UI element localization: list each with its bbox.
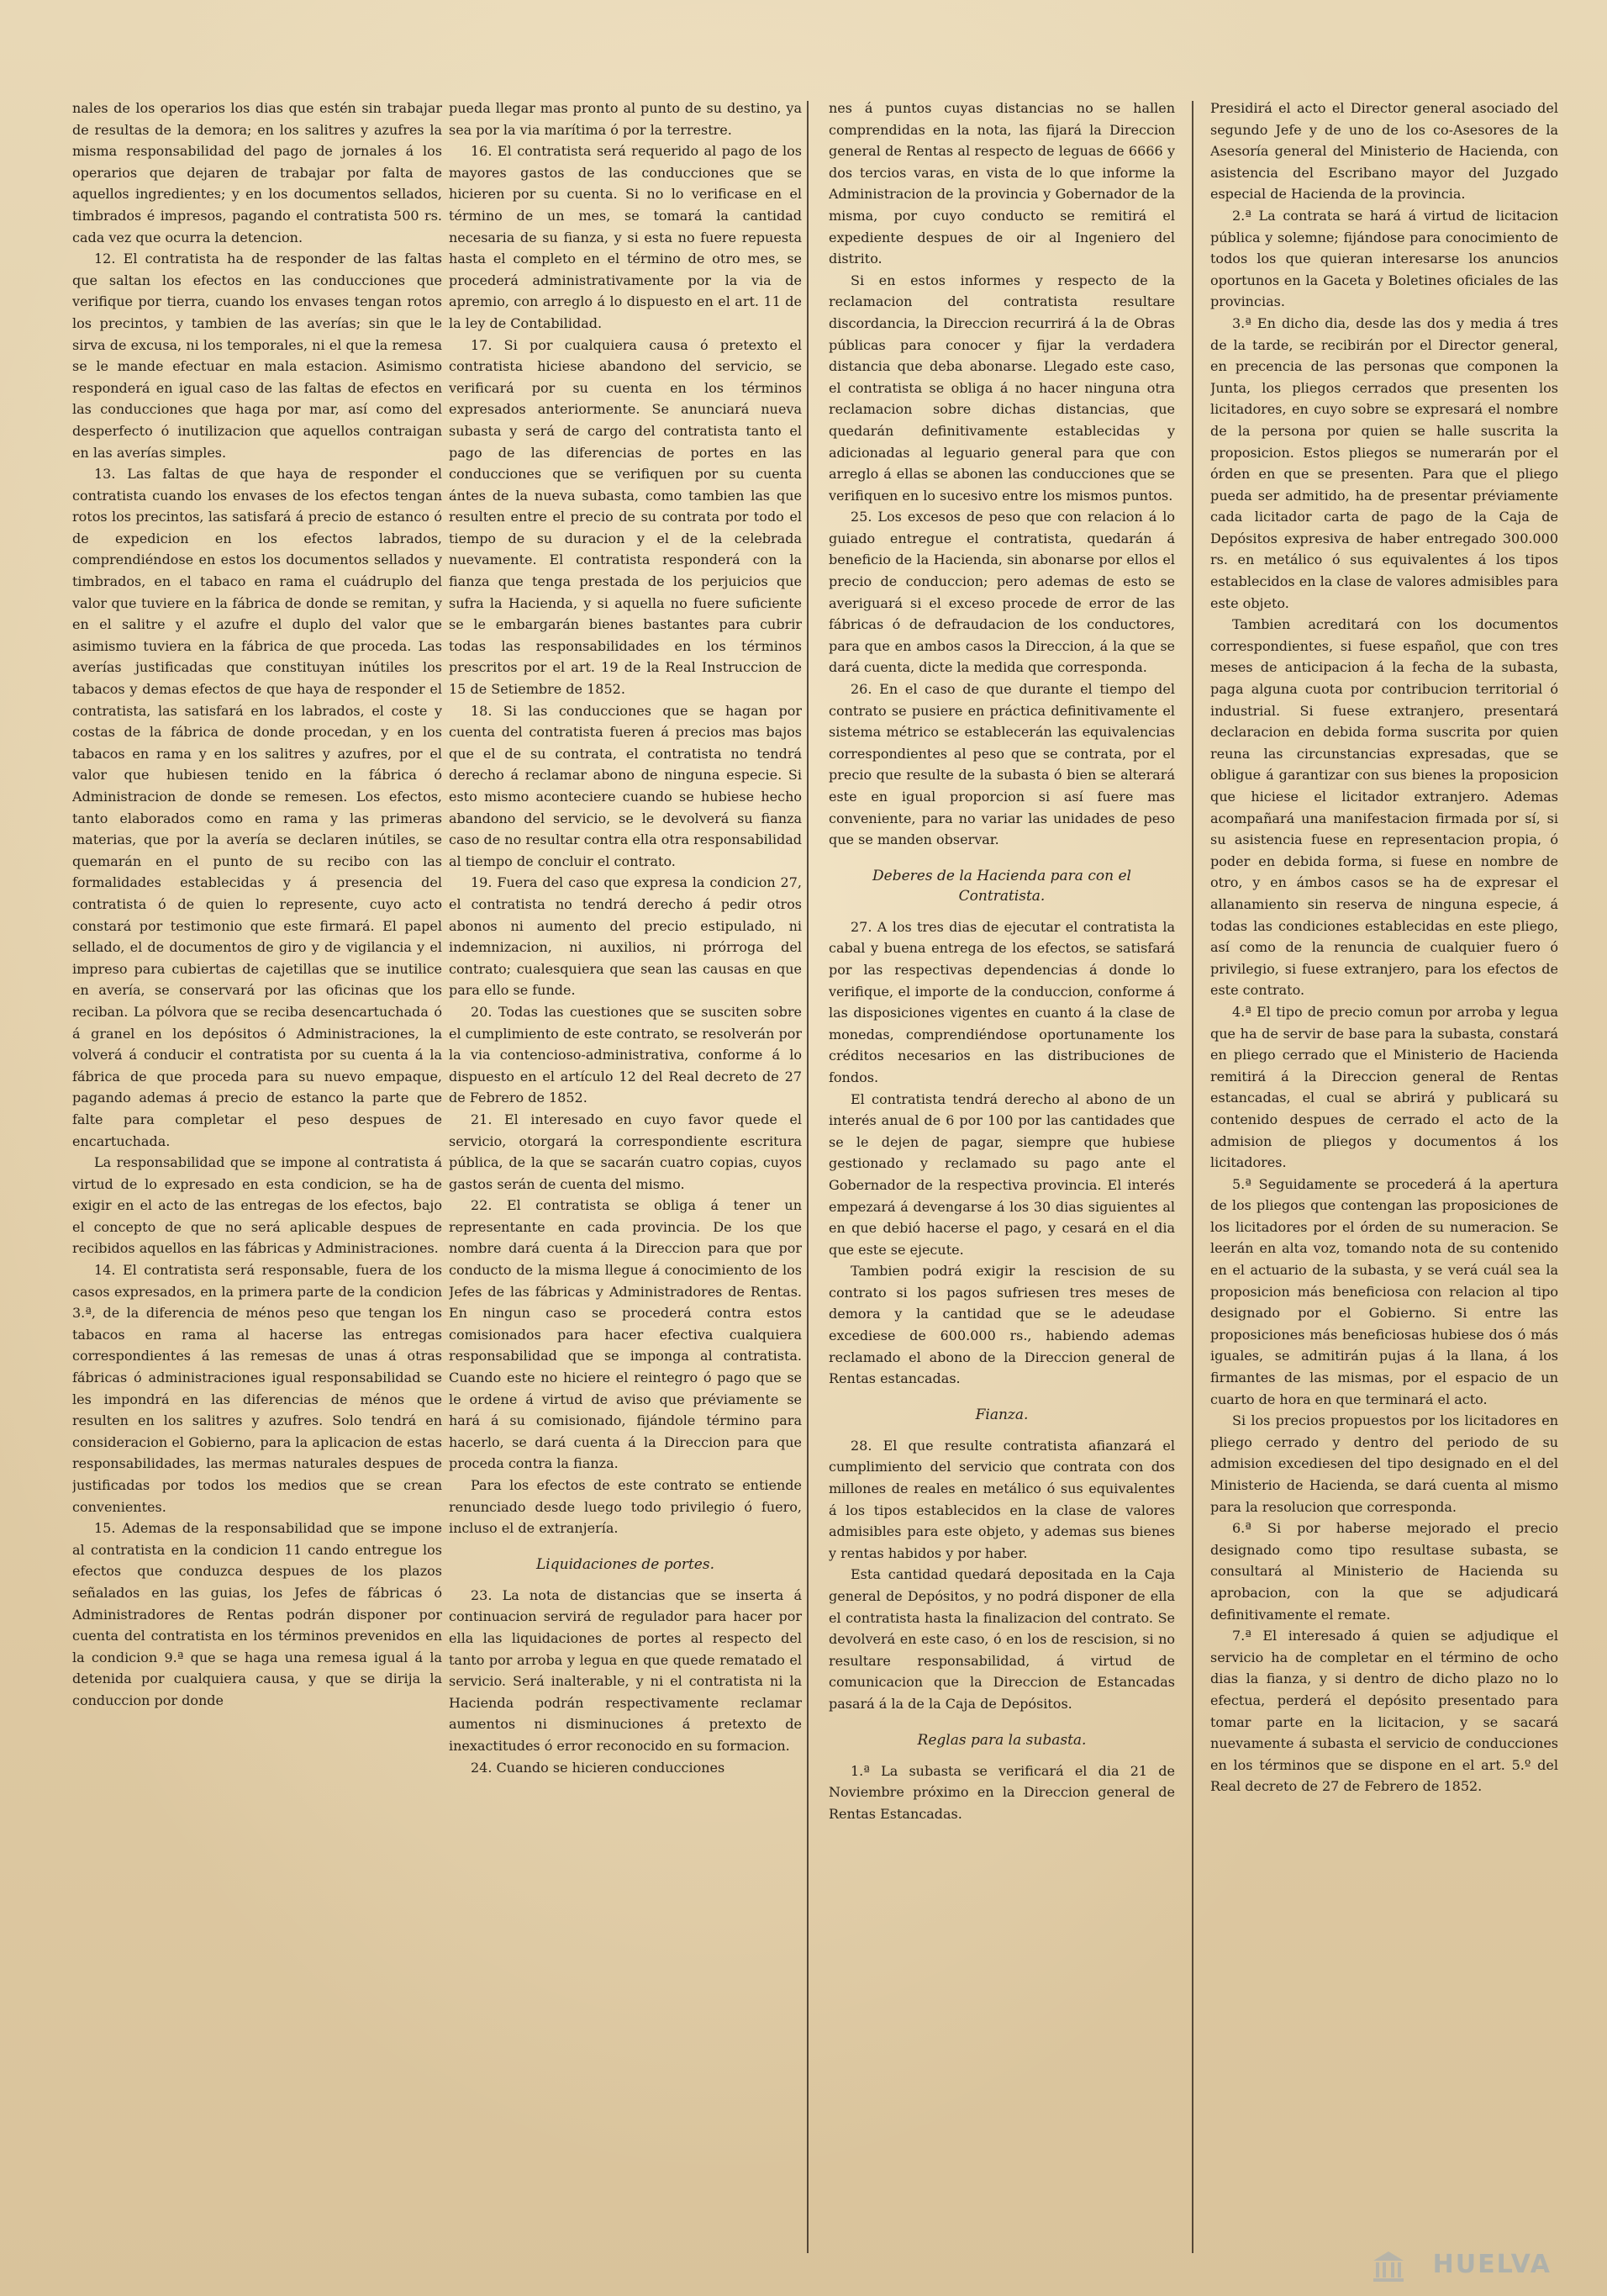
paragraph: 7.ª El interesado á quien se adjudique el servicio ha de completar en el término de ocho dias la fianza, y si dentro de dicho plazo no lo efectua, perderá el depósito presentado para tomar parte en la licitacion, y se sacará nuevamente á subasta el servicio de conducciones en los términos que se dispone en el art. 5.º del Real decreto de 27 de Febrero de 1852.	[1210, 1628, 1558, 1795]
archive-watermark: HUELVA	[1432, 2250, 1552, 2279]
paragraph: 12. El contratista ha de responder de las faltas que saltan los efectos en las conducciones que verifique por tierra, cuando los envases tengan rotos los precintos, y tambien de las averías; sin que le sirva de excusa, ni los temporales, ni el que la remesa se le mande efectuar en mala estacion. Asimismo responderá en igual caso de las faltas de efectos en las conducciones que haga por mar, así como del desperfecto ó inutilizacion que aquellos contraigan en las averías simples.	[72, 251, 442, 461]
paragraph: Si en estos informes y respecto de la reclamacion del contratista resultare discordancia, la Direccion recurrirá á la de Obras públicas para conocer y fijar la verdadera distancia que deba abonarse. Llegado este caso, el contratista se obliga á no hacer ninguna otra reclamacion sobre dichas distancias, que quedarán definitivamente establecidas y adicionadas al leguario general para que con arreglo á ellas se abonen las conducciones que se verifiquen en lo sucesivo entre los mismos puntos.	[829, 272, 1175, 504]
section-heading: Fianza.	[975, 1406, 1029, 1423]
section-heading: Deberes de la Hacienda para con el Contratista.	[872, 867, 1131, 905]
paragraph: El contratista tendrá derecho al abono de un interés anual de 6 por 100 por las cantidades que se le dejen de pagar, siempre que hubiese gestionado y reclamado su pago ante el Gobernador de la respectiva provincia. El interés empezará á devengarse á los 30 dias siguientes al en que debió hacerse el pago, y cesará en el dia que este se ejecute.	[829, 1090, 1175, 1258]
paragraph: 4.ª El tipo de precio comun por arroba y legua que ha de servir de base para la subasta, constará en pliego cerrado que el Ministerio de Hacienda remitirá á la Direccion general de Rentas estancadas, el cual se abrirá y publicará su contenido despues de cerrado el acto de la admision de pliegos y documentos á los licitadores.	[1210, 1003, 1558, 1171]
text-column-4	[1210, 98, 1558, 2254]
paragraph: 23. La nota de distancias que se inserta á continuacion servirá de regulador para hacer por ella las liquidaciones de portes al respecto del tanto por arroba y legua en que quede rematado el servicio. Será inalterable, y ni el contratista ni la Hacienda podrán respectivamente reclamar aumentos ni disminuciones á pretexto de inexactitudes ó error reconocido en su formacion.	[449, 1586, 802, 1754]
section-heading: Liquidaciones de portes.	[536, 1555, 714, 1573]
paragraph: 26. En el caso de que durante el tiempo del contrato se pusiere en práctica definitivamente el sistema métrico se establecerán las equivalencias correspondientes al peso que se contrata, por el precio que resulte de la subasta ó bien se alterará este en igual proporcion si así fuere mas conveniente, para no variar las unidades de peso que se manden observar.	[829, 681, 1175, 848]
paragraph: 28. El que resulte contratista afianzará el cumplimiento del servicio que contrata con dos millones de reales en metálico ó sus equivalentes á los tipos establecidos en la clase de valores admisibles para este objeto, y ademas sus bienes y rentas habidos y por haber.	[829, 1437, 1175, 1561]
archive-building-icon	[1370, 2247, 1407, 2284]
text-column-3	[829, 98, 1175, 2254]
text-column-2	[449, 98, 802, 2254]
paragraph: 13. Las faltas de que haya de responder el contratista cuando los envases de los efectos tengan rotos los precintos, las satisfará á precio de estanco ó de expedicion en los efectos labrados, comprendiéndose en estos los documentos sellados y timbrados, en el tabaco en rama el cuádruplo del valor que tuviere en la fábrica de donde se remitan, y en el salitre y el azufre el duplo del valor que asimismo tuviera en la fábrica de que proceda. Las averías justificadas que constituyan inútiles los tabacos y demas efectos de que haya de responder el contratista, las satisfará en los labrados, el coste y costas de la fábrica de donde procedan, y en los tabacos en rama y en los salitres y azufres, por el valor que hubiesen tenido en la fábrica ó Administracion de donde se remesen. Los efectos, tanto elaborados como en rama y las primeras materias, que por la avería se declaren inútiles, se quemarán en el punto de su recibo con las formalidades establecidas y á presencia del contratista ó de quien lo represente, cuyo acto constará por testimonio que este firmará. El papel sellado, el de documentos de giro y de vigilancia y el impreso para cubiertas de cajetillas que se inutilice en avería, se conservará por las oficinas que los reciban. La pólvora que se reciba desencartuchada ó á granel en los depósitos ó Administraciones, la volverá á conducir el contratista por su cuenta á la fábrica de que proceda para su nuevo empaque, pagando ademas á precio de estanco la parte que falte para completar el peso despues de encartuchada.	[72, 466, 442, 1149]
paragraph: 18. Si las conducciones que se hagan por cuenta del contratista fueren á precios mas bajos que el de su contrata, el contratista no tendrá derecho á reclamar abono de ninguna especie. Si esto mismo aconteciere cuando se hubiese hecho abandono del servicio, se le devolverá su fianza caso de no resultar contra ella otra responsabilidad al tiempo de concluir el contrato.	[449, 702, 802, 869]
paragraph: 21. El interesado en cuyo favor quede el servicio, otorgará la correspondiente escritura pública, de la que se sacarán cuatro copias, cuyos gastos serán de cuenta del mismo.	[449, 1111, 802, 1192]
paragraph: 24. Cuando se hicieren conducciones	[471, 1759, 725, 1776]
paragraph: 15. Ademas de la responsabilidad que se impone al contratista en la condicion 11 cando entregue los efectos que conduzca despues de los plazos señalados en las guias, los Jefes de fábricas ó Administradores de Rentas podrán disponer por cuenta del contratista en los términos prevenidos en la condicion 9.ª que se haga una remesa igual á la detenida por cualquiera causa, y que se dirija la conduccion por donde	[72, 1520, 442, 1708]
paragraph: 20. Todas las cuestiones que se susciten sobre el cumplimiento de este contrato, se resolverán por la via contencioso-administrativa, conforme á lo dispuesto en el artículo 12 del Real decreto de 27 de Febrero de 1852.	[449, 1003, 802, 1106]
paragraph: 1.ª La subasta se verificará el dia 21 de Noviembre próximo en la Direccion general de Rentas Estancadas.	[829, 1762, 1175, 1822]
paragraph: Tambien podrá exigir la rescision de su contrato si los pagos sufriesen tres meses de demora y la cantidad que se le adeudase excediese de 600.000 rs., habiendo ademas reclamado el abono de la Direccion general de Rentas estancadas.	[829, 1263, 1175, 1387]
paragraph: 14. El contratista será responsable, fuera de los casos expresados, en la primera parte de la condicion 3.ª, de la diferencia de ménos peso que tengan los tabacos en rama al hacerse las entregas correspondientes á las remesas de unas á otras fábricas ó administraciones igual responsabilidad se les impondrá en las diferencias de ménos que resulten en los salitres y azufres. Solo tendrá en consideracion el Gobierno, para la aplicacion de estas responsabilidades, las mermas naturales despues de justificadas por todos los medios que se crean convenientes.	[72, 1262, 442, 1515]
paragraph: 22. El contratista se obliga á tener un representante en cada provincia. De los que nombre dará cuenta á la Direccion para que por conducto de la misma llegue á conocimiento de los Jefes de las fábricas y Administradores de Rentas. En ningun caso se procederá contra estos comisionados para hacer efectiva cualquiera responsabilidad que se imponga al contratista. Cuando este no hiciere el reintegro ó pago que se le ordene á virtud de aviso que préviamente se hará á su comisionado, fijándole término para hacerlo, se dará cuenta á la Direccion para que proceda contra la fianza.	[449, 1197, 802, 1472]
paragraph: 2.ª La contrata se hará á virtud de licitacion pública y solemne; fijándose para conocimiento de todos los que quieran interesarse los anuncios oportunos en la Gaceta y Boletines oficiales de las provincias.	[1210, 207, 1558, 310]
paragraph: La responsabilidad que se impone al contratista á virtud de lo expresado en esta condicion, se ha de exigir en el acto de las entregas de los efectos, bajo el concepto de que no será aplicable despues de recibidos aquellos en las fábricas y Administraciones.	[72, 1154, 442, 1257]
paragraph: 27. A los tres dias de ejecutar el contratista la cabal y buena entrega de los efectos, se satisfará por las respectivas dependencias á donde lo verifique, el importe de la conduccion, conforme á las disposiciones vigentes en cuanto á la clase de monedas, comprendiéndose oportunamente los créditos necesarios en las distribuciones de fondos.	[829, 918, 1175, 1085]
paragraph: Para los efectos de este contrato se entiende renunciado desde luego todo privilegio ó fuero, incluso el de extranjería.	[449, 1477, 802, 1537]
paragraph: Presidirá el acto el Director general asociado del segundo Jefe y de uno de los co-Asesores de la Asesoría general del Ministerio de Hacienda, con asistencia del Escribano mayor del Juzgado especial de Hacienda de la provincia.	[1210, 100, 1558, 203]
paragraph: nales de los operarios los dias que estén sin trabajar de resultas de la demora; en los salitres y azufres la misma responsabilidad del pago de jornales á los operarios que dejaren de trabajar por falta de aquellos ingredientes; y en los documentos sellados, timbrados é impresos, pagando el contratista 500 rs. cada vez que ocurra la detencion.	[72, 100, 442, 245]
paragraph: Tambien acreditará con los documentos correspondientes, si fuese español, que con tres meses de anticipacion á la fecha de la subasta, paga alguna cuota por contribucion territorial ó industrial. Si fuese extranjero, presentará declaracion en debida forma suscrita por quien reuna las circunstancias expresadas, que se obligue á garantizar con sus bienes la proposicion que hiciese el licitador extranjero. Ademas acompañará una manifestacion firmada por sí, si su asistencia fuese en representacion propia, ó poder en debida forma, si fuese en nombre de otro, y en ámbos casos se ha de expresar el allanamiento sin reserva de ninguna especie, á todas las condiciones establecidas en este pliego, así como de la renuncia de cualquier fuero ó privilegio, si fuese extranjero, para los efectos de este contrato.	[1210, 616, 1558, 999]
paragraph: pueda llegar mas pronto al punto de su destino, ya sea por la via marítima ó por la terrestre.	[449, 100, 802, 138]
paragraph: Esta cantidad quedará depositada en la Caja general de Depósitos, y no podrá disponer de ella el contratista hasta la finalizacion del contrato. Se devolverá en este caso, ó en los de rescision, si no resultare responsabilidad, á virtud de comunicacion que la Direccion de Estancadas pasará á la de la Caja de Depósitos.	[829, 1566, 1175, 1712]
paragraph: 25. Los excesos de peso que con relacion á lo guiado entregue el contratista, quedarán á beneficio de la Hacienda, sin abonarse por ellos el precio de conduccion; pero ademas de esto se averiguará si el exceso procede de error de las fábricas ó de defraudacion de los conductores, para que en ambos casos la Direccion, á la que se dará cuenta, dicte la medida que corresponda.	[829, 509, 1175, 676]
section-heading: Reglas para la subasta.	[917, 1731, 1087, 1749]
column-rule	[1192, 101, 1193, 2253]
paragraph: 5.ª Seguidamente se procederá á la apertura de los pliegos que contengan las proposiciones de los licitadores por el órden de su numeracion. Se leerán en alta voz, tomando nota de su contenido en el actuario de la subasta, y se verá cuál sea la proposicion más beneficiosa con relacion al tipo designado por el Gobierno. Si entre las proposiciones más beneficiosas hubiese dos ó más iguales, se admitirán pujas á la llana, á los firmantes de las mismas, por el espacio de un cuarto de hora en que terminará el acto.	[1210, 1175, 1558, 1407]
paragraph: Si los precios propuestos por los licitadores en pliego cerrado y dentro del periodo de su admision excediesen del tipo designado en el del Ministerio de Hacienda, se dará cuenta al mismo para la resolucion que corresponda.	[1210, 1412, 1558, 1515]
paragraph: 3.ª En dicho dia, desde las dos y media á tres de la tarde, se recibirán por el Director general, en precencia de las personas que componen la Junta, los pliegos cerrados que presenten los licitadores, en cuyo sobre se expresará el nombre de la persona por quien se halle suscrita la proposicion. Estos pliegos se numerarán por el órden en que se presenten. Para que el pliego pueda ser admitido, ha de presentar préviamente cada licitador carta de pago de la Caja de Depósitos expresiva de haber entregado 300.000 rs. en metálico ó sus equivalentes á los tipos establecidos en la clase de valores admisibles para este objeto.	[1210, 314, 1558, 611]
paragraph: 19. Fuera del caso que expresa la condicion 27, el contratista no tendrá derecho á pedir otros abonos ni aumento del precio estipulado, ni indemnizacion, ni auxilios, ni prórroga del contrato; cualesquiera que sean las causas en que para ello se funde.	[449, 874, 802, 999]
paragraph: nes á puntos cuyas distancias no se hallen comprendidas en la nota, las fijará la Direccion general de Rentas al respecto de leguas de 6666 y dos tercios varas, en vista de lo que informe la Administracion de la provincia y Gobernador de la misma, por cuyo conducto se remitirá el expediente despues de oir al Ingeniero del distrito.	[829, 100, 1175, 267]
paragraph: 6.ª Si por haberse mejorado el precio designado como tipo resultase subasta, se consultará al Ministerio de Hacienda su aprobacion, con la que se adjudicará definitivamente el remate.	[1210, 1520, 1558, 1623]
column-rule	[807, 101, 809, 2253]
paragraph: 16. El contratista será requerido al pago de los mayores gastos de las conducciones que se hicieren por su cuenta. Si no lo verificase en el término de un mes, se tomará la cantidad necesaria de su fianza, y si esta no fuere repuesta hasta el completo en el término de otro mes, se procederá administrativamente por la via de apremio, con arreglo á lo dispuesto en el art. 11 de la ley de Contabilidad.	[449, 143, 802, 331]
text-column-1	[72, 98, 442, 2254]
paragraph: 17. Si por cualquiera causa ó pretexto el contratista hiciese abandono del servicio, se verificará por su cuenta en los términos expresados anteriormente. Se anunciará nueva subasta y será de cargo del contratista tanto el pago de las diferencias de portes en las conducciones que se verifiquen por su cuenta ántes de la nueva subasta, como tambien las que resulten entre el precio de su contrata por todo el tiempo de su duracion y el de la celebrada nuevamente. El contratista responderá con la fianza que tenga prestada de los perjuicios que sufra la Hacienda, y si aquella no fuere suficiente se le embargarán bienes bastantes para cubrir todas las responsabilidades en los términos prescritos por el art. 19 de la Real Instruccion de 15 de Setiembre de 1852.	[449, 336, 802, 698]
